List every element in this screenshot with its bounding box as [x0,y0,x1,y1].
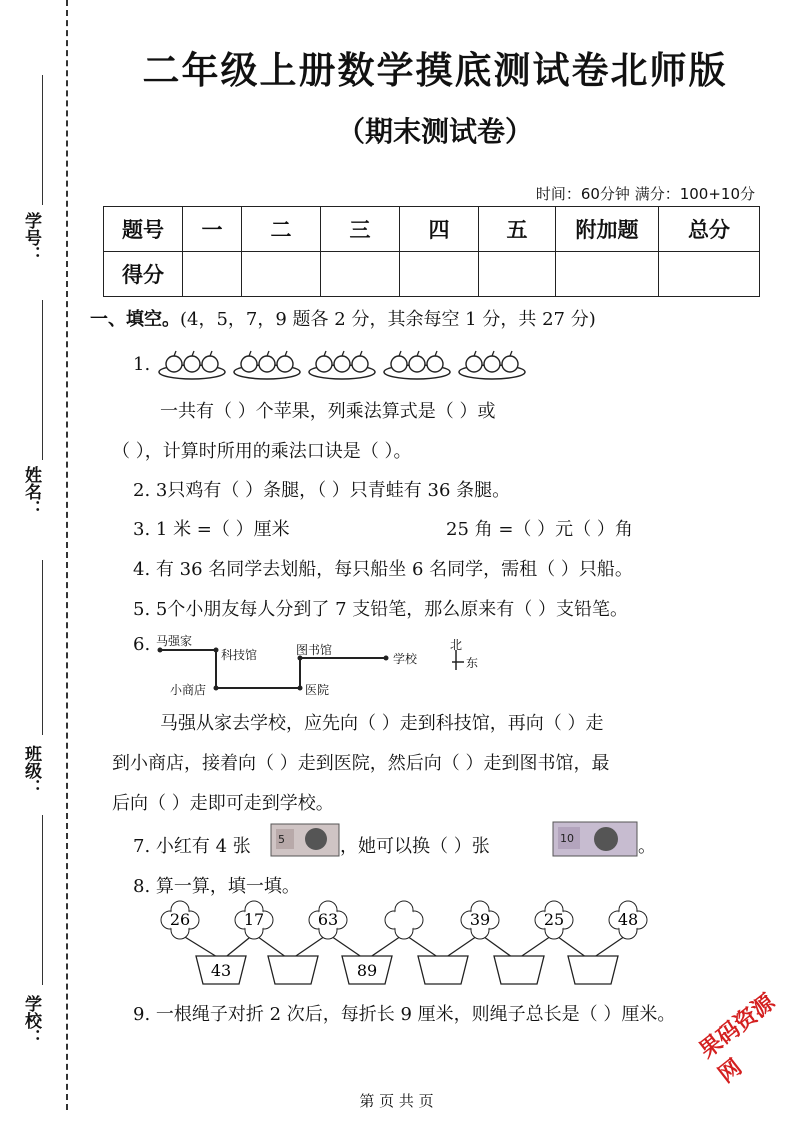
banknote-5-value: 5 [278,833,285,846]
score-cell: 总分 [659,207,760,252]
q1-number: 1. [133,354,151,375]
q2-text: 2. 3只鸡有（ ）条腿，（ ）只青蛙有 36 条腿。 [133,480,511,501]
q6-number: 6. [133,634,151,655]
time-info: 时间：60分钟 满分：100+10分 [535,185,755,203]
map-east-label: 东 [466,656,479,670]
score-row-label: 得分 [104,252,183,297]
flower-1-value: 26 [169,910,191,929]
score-input-cell[interactable] [242,252,321,297]
flower-7-value: 48 [617,910,639,929]
flower-diagram-pots [196,956,618,984]
map-north-label: 北 [450,638,463,652]
map-shop-label: 小商店 [170,683,207,697]
flower-pot-diagram [150,898,680,990]
pot-3 [342,956,392,984]
flower-5-value: 39 [469,910,491,929]
score-table [103,206,760,297]
flower-3 [309,901,347,939]
flower-6-value: 25 [543,910,565,929]
apple-plate-icon [384,351,450,379]
pot-4[interactable] [418,956,468,984]
q7-part3: 。 [638,836,656,857]
page-title: 二年级上册数学摸底测试卷北师版 [142,49,728,92]
write-line-banji [42,560,43,735]
pot-5[interactable] [494,956,544,984]
score-input-cell[interactable] [400,252,479,297]
q5-text: 5. 5个小朋友每人分到了 7 支铅笔，那么原来有（ ）支铅笔。 [133,599,628,620]
banknote-5-icon [270,823,340,857]
score-cell: 二 [242,207,321,252]
apple-plate-icon [234,351,300,379]
score-table-score-row [104,252,760,297]
score-cell: 附加题 [556,207,659,252]
apple-plate-icon [309,351,375,379]
flower-diagram-flowers [161,901,647,939]
pot-2[interactable] [268,956,318,984]
score-input-cell[interactable] [183,252,242,297]
map-library-label: 图书馆 [296,643,333,657]
score-cell: 题号 [104,207,183,252]
q3-part-b: 25 角 =（ ）元（ ）角 [446,519,633,540]
q6-line2: 到小商店，接着向（ ）走到医院，然后向（ ）走到图书馆，最 [112,753,610,774]
write-line-xuehao [42,75,43,205]
score-input-cell[interactable] [479,252,556,297]
apple-plate-icon [159,351,225,379]
write-line-xuexiao [42,815,43,985]
map-home-label: 马强家 [156,634,193,648]
flower-1 [161,901,199,939]
score-cell: 四 [400,207,479,252]
q9-text: 9. 一根绳子对折 2 次后，每折长 9 厘米，则绳子总长是（ ）厘米。 [133,1004,676,1025]
q4-text: 4. 有 36 名同学去划船，每只船坐 6 名同学，需租（ ）只船。 [133,559,633,580]
margin-label-xuexiao: 学校： [21,995,41,1046]
q6-line3: 后向（ ）走即可走到学校。 [112,793,334,814]
q7-part1: 7. 小红有 4 张 [133,836,251,857]
pot-1 [196,956,246,984]
q1-line1: 一共有（ ）个苹果，列乘法算式是（ ）或 [160,401,496,422]
pot-3-value: 89 [356,961,378,980]
score-input-cell[interactable] [556,252,659,297]
map-school-label: 学校 [393,652,418,666]
margin-label-xuehao: 学号： [21,212,41,263]
flower-6 [535,901,573,939]
flower-4[interactable] [385,901,423,939]
pot-1-value: 43 [210,961,232,980]
pot-6[interactable] [568,956,618,984]
flower-2-value: 17 [243,910,265,929]
banknote-10-icon [552,821,638,857]
score-cell: 三 [321,207,400,252]
section-title: 一、填空。 [90,309,180,330]
flower-3-value: 63 [317,910,339,929]
write-line-xingming [42,300,43,460]
score-input-cell[interactable] [321,252,400,297]
score-cell: 五 [479,207,556,252]
section-heading [90,305,596,331]
page-subtitle: （期末测试卷） [336,115,533,148]
score-cell: 一 [183,207,242,252]
margin-label-xingming: 姓名： [21,466,41,517]
q6-line1: 马强从家去学校，应先向（ ）走到科技馆，再向（ ）走 [160,713,604,734]
q1-line2: （ ），计算时所用的乘法口诀是（ ）。 [112,441,412,462]
apple-plate-icon [459,351,525,379]
flower-5 [461,901,499,939]
score-input-cell[interactable] [659,252,760,297]
banknote-10-value: 10 [560,832,574,845]
flower-7 [609,901,647,939]
apple-plates-image [158,348,530,382]
margin-label-banji: 班级： [21,745,41,796]
map-tech-label: 科技馆 [221,648,258,662]
map-hospital-label: 医院 [305,683,330,697]
score-table-header-row [104,207,760,252]
watermark: 果码资源网 [695,989,780,1089]
section-note: (4，5，7，9 题各 2 分，其余每空 1 分，共 27 分) [180,309,596,330]
q3-part-a: 3. 1 米 =（ ）厘米 [133,519,290,540]
cut-line [66,0,68,1110]
page-footer: 第 页 共 页 [359,1092,434,1110]
q7-part2: ，她可以换（ ）张 [340,836,490,857]
flower-2 [235,901,273,939]
q8-text: 8. 算一算，填一填。 [133,876,300,897]
